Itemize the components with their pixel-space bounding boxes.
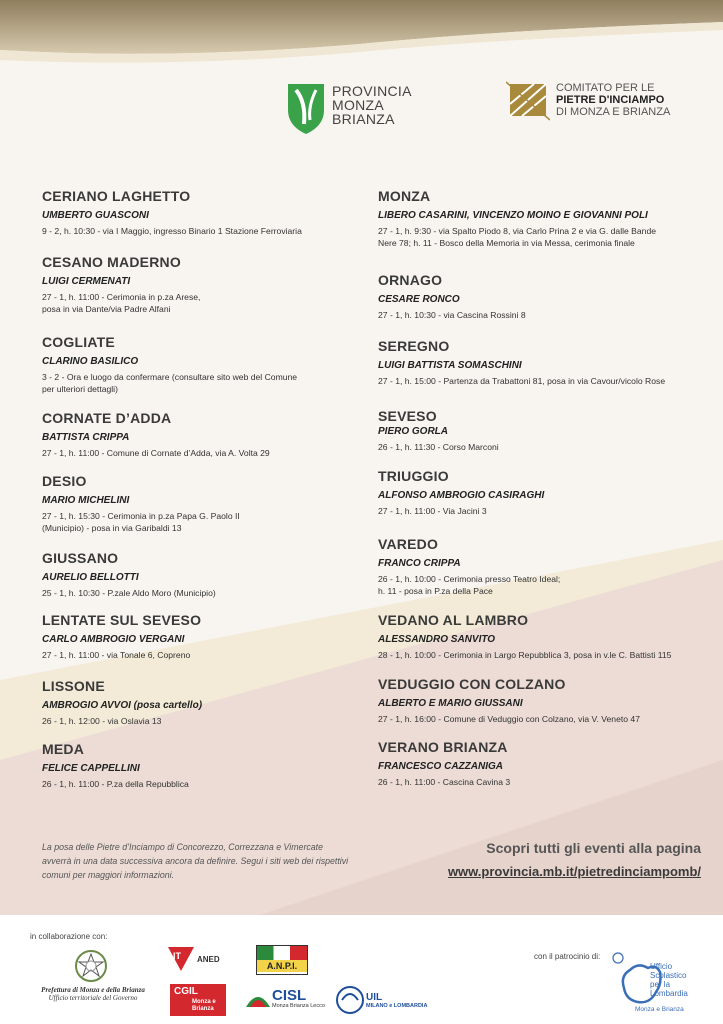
provincia-logo (286, 76, 412, 134)
cisl-logo (246, 988, 325, 1009)
cgil-sub: Monza e Brianza (192, 999, 216, 1012)
republic-emblem-icon (74, 948, 108, 984)
event-entry (378, 739, 708, 788)
event-detail: 26 - 1, h. 11:00 - P.za della Repubblica (42, 779, 189, 789)
ust-line-2: Scolastico (650, 971, 687, 980)
aned-triangle-icon (168, 947, 194, 971)
event-entry (378, 468, 708, 517)
town-name: LISSONE (42, 678, 105, 694)
event-detail: 27 - 1, h. 9:30 - via Spalto Piodo 8, via Carlo Prina 2 e via G. dalle Bande Nere 78; h. 11 - Bosco della Memoria in via Messa, cerimonia finale (378, 226, 657, 248)
collab-label: in collaborazione con: (30, 932, 108, 941)
town-name: MEDA (42, 741, 85, 757)
prefettura-line-1: Prefettura di Monza e della Brianza (41, 986, 145, 994)
event-entry (378, 536, 708, 597)
ust-bottom: Monza e Brianza (635, 1006, 684, 1013)
uil-label: UIL (366, 991, 383, 1003)
event-entry (378, 188, 708, 249)
cta-block (381, 840, 701, 879)
person-name: CLARINO BASILICO (42, 356, 139, 367)
event-detail: 27 - 1, h. 16:00 - Comune di Veduggio con Colzano, via V. Veneto 47 (378, 714, 640, 724)
town-name: SEREGNO (378, 338, 450, 354)
person-name: ALBERTO E MARIO GIUSSANI (378, 698, 523, 709)
aned-label: ANED (197, 954, 220, 964)
person-name: AMBROGIO AVVOI (posa cartello) (42, 700, 203, 711)
person-name: MARIO MICHELINI (42, 495, 130, 506)
provincia-line-3: BRIANZA (332, 111, 395, 127)
event-entry (42, 473, 342, 534)
postponed-note: La posa delle Pietre d’Inciampo di Concorezzo, Correzzana e Vimercate avverrà in una data successiva ancora da definire. Segui i siti web dei rispettivi comuni per maggiori informazioni. (42, 842, 349, 880)
event-entry (42, 741, 342, 790)
comitato-line-1: COMITATO PER LE (556, 82, 655, 94)
town-name: VERANO BRIANZA (378, 739, 508, 755)
event-entry (378, 612, 708, 661)
event-detail: 26 - 1, h. 11:30 - Corso Marconi (378, 442, 499, 452)
town-name: VEDUGGIO CON COLZANO (378, 676, 566, 692)
event-detail: 27 - 1, h. 11:00 - Cerimonia in p.za Arese, posa in via Dante/via Padre Alfani (42, 292, 201, 314)
town-name: DESIO (42, 473, 87, 489)
event-detail: 27 - 1, h. 15:30 - Cerimonia in p.za Papa G. Paolo II (Municipio) - posa in via Garibaldi 13 (42, 511, 240, 533)
cisl-sub: Monza Brianza Lecco (272, 1003, 325, 1009)
person-name: CESARE RONCO (378, 294, 460, 305)
event-entry (378, 408, 708, 453)
person-name: FRANCESCO CAZZANIGA (378, 761, 503, 772)
provincia-line-1: PROVINCIA (332, 83, 412, 99)
patron-label: con il patrocinio di: (534, 952, 601, 961)
comitato-line-2: PIETRE D'INCIAMPO (556, 94, 665, 106)
event-detail: 9 - 2, h. 10:30 - via I Maggio, ingresso Binario 1 Stazione Ferroviaria (42, 226, 302, 236)
person-name: LUIGI BATTISTA SOMASCHINI (378, 360, 522, 371)
person-name: UMBERTO GUASCONI (42, 210, 149, 221)
town-name: VAREDO (378, 536, 439, 552)
person-name: CARLO AMBROGIO VERGANI (42, 634, 185, 645)
town-name: CESANO MADERNO (42, 254, 181, 270)
event-entry (42, 254, 342, 315)
event-entry (42, 678, 342, 727)
town-name: CERIANO LAGHETTO (42, 188, 191, 204)
event-detail: 27 - 1, h. 15:00 - Partenza da Trabattoni 81, posa in via Cavour/vicolo Rose (378, 376, 666, 386)
anpi-flag (257, 946, 307, 960)
event-detail: 26 - 1, h. 12:00 - via Oslavia 13 (42, 716, 162, 726)
event-detail: 27 - 1, h. 11:00 - via Tonale 6, Copreno (42, 650, 191, 660)
cisl-arc-icon (246, 991, 270, 1007)
event-entry (378, 272, 708, 321)
prefettura-caption (30, 986, 156, 1002)
event-entry (42, 410, 342, 459)
ust-text (650, 962, 688, 998)
pietre-stone-icon (506, 78, 550, 122)
person-name: FELICE CAPPELLINI (42, 763, 140, 774)
provincia-shield-icon (286, 76, 326, 134)
town-name: SEVESO (378, 408, 437, 424)
uil-logo (336, 986, 427, 1014)
event-detail: 28 - 1, h. 10:00 - Cerimonia in Largo Repubblica 3, posa in v.le C. Battisti 115 (378, 650, 672, 660)
uil-circle-icon (336, 986, 364, 1014)
town-name: TRIUGGIO (378, 468, 449, 484)
ust-line-1: Ufficio (650, 962, 673, 971)
event-entry (42, 334, 342, 395)
person-name: ALESSANDRO SANVITO (378, 634, 496, 645)
anpi-logo (256, 945, 308, 975)
town-name: ORNAGO (378, 272, 443, 288)
comitato-line-3: DI MONZA E BRIANZA (556, 106, 671, 118)
prefettura-line-2: Ufficio territoriale del Governo (48, 994, 138, 1002)
event-detail: 27 - 1, h. 11:00 - Via Jacini 3 (378, 506, 487, 516)
event-detail: 26 - 1, h. 11:00 - Cascina Cavina 3 (378, 777, 511, 787)
person-name: PIERO GORLA (378, 426, 449, 437)
cisl-label: CISL (272, 987, 307, 1004)
person-name: LUIGI CERMENATI (42, 276, 131, 287)
person-name: ALFONSO AMBROGIO CASIRAGHI (378, 490, 545, 501)
cta-link[interactable]: www.provincia.mb.it/pietredinciampomb/ (447, 864, 701, 879)
event-entry (42, 612, 342, 661)
town-name: COGLIATE (42, 334, 115, 350)
event-detail: 3 - 2 - Ora e luogo da confermare (consultare sito web del Comune per ulteriori dettagli) (42, 372, 298, 394)
event-detail: 27 - 1, h. 10:30 - via Cascina Rossini 8 (378, 310, 526, 320)
person-name: LIBERO CASARINI, VINCENZO MOINO E GIOVANNI POLI (378, 210, 648, 221)
event-entry (42, 550, 342, 599)
person-name: FRANCO CRIPPA (378, 558, 461, 569)
aned-logo (168, 947, 220, 971)
event-detail: 27 - 1, h. 11:00 - Comune di Cornate d’Adda, via A. Volta 29 (42, 448, 270, 458)
cta-title: Scopri tutti gli eventi alla pagina (486, 840, 701, 856)
uil-sub: MILANO e LOMBARDIA (366, 1002, 428, 1009)
ust-line-4: Lombardia (650, 989, 688, 998)
svg-text:IT: IT (173, 951, 181, 961)
provincia-line-2: MONZA (332, 97, 385, 113)
person-name: AURELIO BELLOTTI (42, 572, 139, 583)
event-entry (378, 338, 708, 387)
comitato-logo (506, 78, 670, 122)
cgil-label: CGIL (174, 986, 198, 997)
event-entry (378, 676, 708, 725)
town-name: GIUSSANO (42, 550, 119, 566)
anpi-label: A.N.P.I. (257, 960, 307, 972)
town-name: MONZA (378, 188, 431, 204)
town-name: CORNATE D’ADDA (42, 410, 172, 426)
event-entry (42, 188, 342, 237)
person-name: BATTISTA CRIPPA (42, 432, 130, 443)
town-name: LENTATE SUL SEVESO (42, 612, 202, 628)
town-name: VEDANO AL LAMBRO (378, 612, 529, 628)
cgil-logo (170, 984, 226, 1016)
header-logos (0, 70, 723, 140)
event-detail: 26 - 1, h. 10:00 - Cerimonia presso Teatro Ideal; h. 11 - posa in P.za della Pace (378, 574, 561, 596)
ust-line-3: per la (650, 980, 671, 989)
event-detail: 25 - 1, h. 10:30 - P.zale Aldo Moro (Municipio) (42, 588, 216, 598)
